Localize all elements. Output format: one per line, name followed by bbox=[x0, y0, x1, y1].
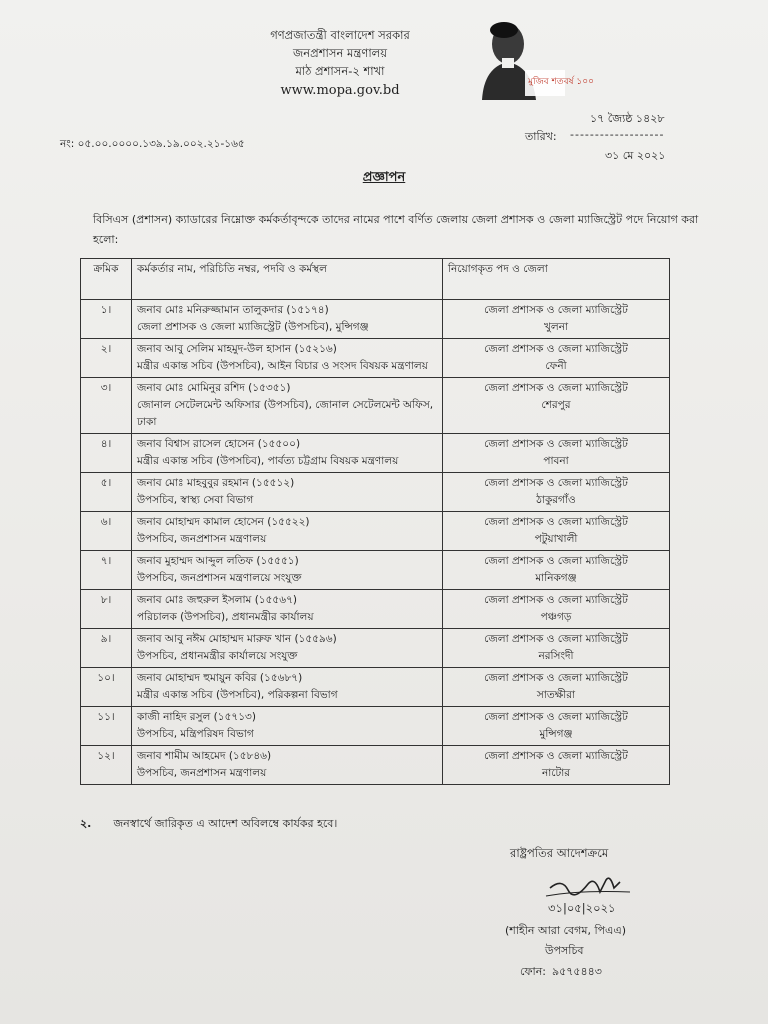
posting-title: জেলা প্রশাসক ও জেলা ম্যাজিস্ট্রেট bbox=[484, 594, 628, 606]
posting-title: জেলা প্রশাসক ও জেলা ম্যাজিস্ট্রেট bbox=[484, 438, 628, 450]
row-serial: ১০। bbox=[81, 668, 132, 707]
table-header-row bbox=[81, 259, 670, 300]
table-row bbox=[81, 473, 670, 512]
col-header-posting: নিয়োগকৃত পদ ও জেলা bbox=[443, 259, 670, 300]
row-posting bbox=[443, 629, 670, 668]
table-row bbox=[81, 746, 670, 785]
row-serial: ৩। bbox=[81, 378, 132, 434]
row-officer bbox=[132, 746, 443, 785]
posting-district: পটুয়াখালী bbox=[534, 533, 578, 545]
table-row bbox=[81, 378, 670, 434]
signatory-name: (শাহীন আরা বেগম, পিএএ) bbox=[505, 924, 627, 937]
row-officer bbox=[132, 590, 443, 629]
row-officer bbox=[132, 668, 443, 707]
signatory-designation: উপসচিব bbox=[545, 944, 584, 957]
row-officer bbox=[132, 300, 443, 339]
officer-info: মন্ত্রীর একান্ত সচিব (উপসচিব), পরিকল্পনা বিভাগ bbox=[137, 689, 338, 701]
row-posting bbox=[443, 707, 670, 746]
row-serial: ৫। bbox=[81, 473, 132, 512]
row-officer bbox=[132, 434, 443, 473]
row-serial: ৬। bbox=[81, 512, 132, 551]
date-bangla: ১৭ জ্যৈষ্ঠ ১৪২৮ bbox=[590, 112, 665, 125]
col-header-officer: কর্মকর্তার নাম, পরিচিতি নম্বর, পদবি ও কর্মস্থল bbox=[132, 259, 443, 300]
officer-info: উপসচিব, জনপ্রশাসন মন্ত্রণালয়ে সংযুক্ত bbox=[137, 572, 302, 584]
officer-name: জনাব আবু সেলিম মাহমুদ-উল হাসান (১৫২১৬) bbox=[137, 343, 337, 355]
posting-district: মুন্সিগঞ্জ bbox=[539, 728, 573, 740]
appointment-table bbox=[80, 258, 670, 785]
branch-name: মাঠ প্রশাসন-২ শাখা bbox=[295, 64, 385, 78]
posting-district: মানিকগঞ্জ bbox=[535, 572, 577, 584]
row-posting bbox=[443, 339, 670, 378]
row-posting bbox=[443, 378, 670, 434]
row-serial: ১১। bbox=[81, 707, 132, 746]
table-row bbox=[81, 300, 670, 339]
posting-title: জেলা প্রশাসক ও জেলা ম্যাজিস্ট্রেট bbox=[484, 750, 628, 762]
posting-district: ফেনী bbox=[545, 360, 567, 372]
note-text: জনস্বার্থে জারিকৃত এ আদেশ অবিলম্বে কার্যকর হবে। bbox=[113, 817, 338, 830]
posting-title: জেলা প্রশাসক ও জেলা ম্যাজিস্ট্রেট bbox=[484, 477, 628, 489]
posting-district: খুলনা bbox=[543, 321, 569, 333]
row-officer bbox=[132, 707, 443, 746]
table-row bbox=[81, 668, 670, 707]
row-serial: ১। bbox=[81, 300, 132, 339]
table-row bbox=[81, 590, 670, 629]
posting-title: জেলা প্রশাসক ও জেলা ম্যাজিস্ট্রেট bbox=[484, 555, 628, 567]
row-posting bbox=[443, 590, 670, 629]
row-serial: ২। bbox=[81, 339, 132, 378]
ministry-name: জনপ্রশাসন মন্ত্রণালয় bbox=[293, 46, 387, 60]
order-line: রাষ্ট্রপতির আদেশক্রমে bbox=[510, 846, 609, 860]
phone-line bbox=[520, 963, 602, 982]
row-officer bbox=[132, 629, 443, 668]
officer-info: উপসচিব, জনপ্রশাসন মন্ত্রণালয় bbox=[137, 533, 267, 545]
row-posting bbox=[443, 473, 670, 512]
posting-district: পাবনা bbox=[543, 455, 569, 467]
officer-name: জনাব বিশ্বাস রাসেল হোসেন (১৫৫০০) bbox=[137, 438, 301, 450]
phone-label: ফোন: bbox=[520, 965, 546, 978]
signature-date: ৩১|০৫|২০২১ bbox=[548, 901, 616, 915]
posting-title: জেলা প্রশাসক ও জেলা ম্যাজিস্ট্রেট bbox=[484, 343, 628, 355]
letterhead bbox=[230, 26, 450, 100]
officer-info: উপসচিব, স্বাস্থ্য সেবা বিভাগ bbox=[137, 494, 254, 506]
officer-info: মন্ত্রীর একান্ত সচিব (উপসচিব), পার্বত্য চট্টগ্রাম বিষয়ক মন্ত্রণালয় bbox=[137, 455, 399, 467]
table-row bbox=[81, 434, 670, 473]
table-row bbox=[81, 629, 670, 668]
website-link[interactable]: www.mopa.gov.bd bbox=[280, 83, 400, 98]
officer-name: জনাব মোহাম্মদ কামাল হোসেন (১৫৫২২) bbox=[137, 516, 310, 528]
posting-title: জেলা প্রশাসক ও জেলা ম্যাজিস্ট্রেট bbox=[484, 633, 628, 645]
table-row bbox=[81, 707, 670, 746]
posting-district: ঠাকুরগাঁও bbox=[536, 494, 576, 506]
row-officer bbox=[132, 512, 443, 551]
officer-info: উপসচিব, জনপ্রশাসন মন্ত্রণালয় bbox=[137, 767, 267, 779]
posting-district: শেরপুর bbox=[541, 399, 571, 411]
posting-title: জেলা প্রশাসক ও জেলা ম্যাজিস্ট্রেট bbox=[484, 516, 628, 528]
officer-name: জনাব মোঃ মনিরুজ্জামান তালুকদার (১৫১৭৪) bbox=[137, 304, 329, 316]
table-row bbox=[81, 339, 670, 378]
posting-title: জেলা প্রশাসক ও জেলা ম্যাজিস্ট্রেট bbox=[484, 304, 628, 316]
officer-name: জনাব মোঃ জহুরুল ইসলাম (১৫৫৬৭) bbox=[137, 594, 297, 606]
row-posting bbox=[443, 434, 670, 473]
document-title: প্রজ্ঞাপন bbox=[362, 170, 406, 185]
govt-name: গণপ্রজাতন্ত্রী বাংলাদেশ সরকার bbox=[270, 28, 410, 42]
row-serial: ৯। bbox=[81, 629, 132, 668]
officer-name: জনাব মোহাম্মদ হুমায়ুন কবির (১৫৬৮৭) bbox=[137, 672, 303, 684]
intro-paragraph: বিসিএস (প্রশাসন) ক্যাডারের নিম্নোক্ত কর্মকর্তাবৃন্দকে তাদের নামের পাশে বর্ণিত জেলায় জেলা প্রশাসক ও জেলা ম্যাজিস্ট্রেট পদে নিয়োগ করা হলো: bbox=[93, 213, 699, 246]
officer-info: জেলা প্রশাসক ও জেলা ম্যাজিস্ট্রেট (উপসচিব), মুন্সিগঞ্জ bbox=[137, 321, 369, 333]
officer-name: জনাব মোঃ মাহবুবুর রহমান (১৫৫১২) bbox=[137, 477, 295, 489]
table-row bbox=[81, 512, 670, 551]
row-serial: ৮। bbox=[81, 590, 132, 629]
date-label: তারিখ: bbox=[525, 130, 557, 143]
row-officer bbox=[132, 551, 443, 590]
officer-name: জনাব শামীম আহমেদ (১৫৮৪৬) bbox=[137, 750, 272, 762]
row-posting bbox=[443, 551, 670, 590]
row-posting bbox=[443, 512, 670, 551]
posting-title: জেলা প্রশাসক ও জেলা ম্যাজিস্ট্রেট bbox=[484, 382, 628, 394]
row-officer bbox=[132, 473, 443, 512]
posting-district: নাটোর bbox=[541, 767, 571, 779]
col-header-serial: ক্রমিক bbox=[81, 259, 132, 300]
memo-number: নং: ০৫.০০.০০০০.১৩৯.১৯.০০২.২১-১৬৫ bbox=[60, 138, 245, 150]
date-separator: ------------------- bbox=[570, 128, 665, 141]
row-serial: ৭। bbox=[81, 551, 132, 590]
officer-name: জনাব আবু নঈম মোহাম্মদ মারুফ খান (১৫৫৯৬) bbox=[137, 633, 337, 645]
officer-name: জনাব মুহাম্মদ আব্দুল লতিফ (১৫৫৫১) bbox=[137, 555, 299, 567]
officer-info: উপসচিব, মন্ত্রিপরিষদ বিভাগ bbox=[137, 728, 254, 740]
mujib-borsho-logo-icon bbox=[470, 12, 594, 102]
officer-name: কাজী নাহিদ রসুল (১৫৭১৩) bbox=[137, 711, 256, 723]
officer-info: উপসচিব, প্রধানমন্ত্রীর কার্যালয়ে সংযুক্ত bbox=[137, 650, 298, 662]
note-paragraph bbox=[80, 815, 337, 834]
row-officer bbox=[132, 339, 443, 378]
note-number: ২. bbox=[80, 817, 92, 830]
row-posting bbox=[443, 746, 670, 785]
posting-title: জেলা প্রশাসক ও জেলা ম্যাজিস্ট্রেট bbox=[484, 711, 628, 723]
officer-name: জনাব মোঃ মোমিনুর রশিদ (১৫৩৫১) bbox=[137, 382, 291, 394]
date-english: ৩১ মে ২০২১ bbox=[605, 149, 666, 162]
row-posting bbox=[443, 300, 670, 339]
posting-district: পঞ্চগড় bbox=[540, 611, 572, 623]
row-serial: ১২। bbox=[81, 746, 132, 785]
posting-title: জেলা প্রশাসক ও জেলা ম্যাজিস্ট্রেট bbox=[484, 672, 628, 684]
officer-info: পরিচালক (উপসচিব), প্রধানমন্ত্রীর কার্যালয় bbox=[137, 611, 314, 623]
officer-info: জোনাল সেটেলমেন্ট অফিসার (উপসচিব), জোনাল সেটেলমেন্ট অফিস, ঢাকা bbox=[137, 399, 434, 428]
logo-text: মুজিব শতবর্ষ ১০০ bbox=[528, 77, 594, 87]
posting-district: নরসিংদী bbox=[538, 650, 574, 662]
row-officer bbox=[132, 378, 443, 434]
posting-district: সাতক্ষীরা bbox=[536, 689, 576, 701]
row-serial: ৪। bbox=[81, 434, 132, 473]
table-row bbox=[81, 551, 670, 590]
officer-info: মন্ত্রীর একান্ত সচিব (উপসচিব), আইন বিচার ও সংসদ বিষয়ক মন্ত্রণালয় bbox=[137, 360, 428, 372]
phone-number: ৯৫৭৫৪৪৩ bbox=[551, 965, 602, 978]
row-posting bbox=[443, 668, 670, 707]
